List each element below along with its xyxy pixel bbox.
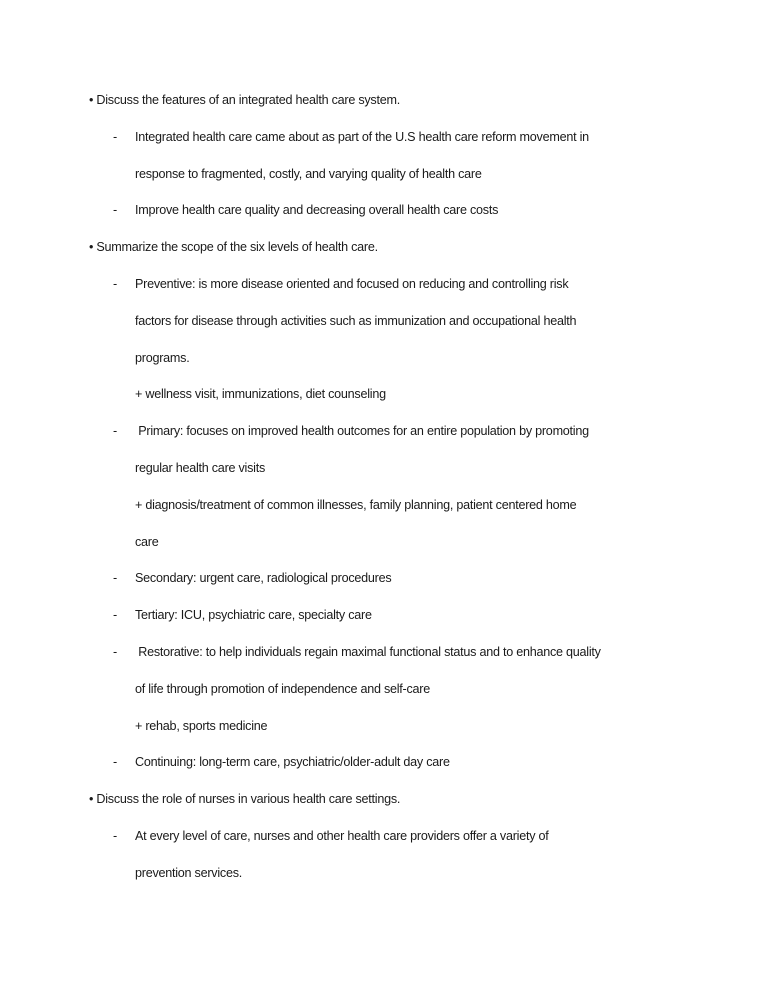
list-item-line: Primary: focuses on improved health outcomes for an entire population by promoting: [135, 424, 589, 439]
list-item-line: Integrated health care came about as part of the U.S health care reform movement in: [135, 129, 589, 144]
list-dash-marker: -: [113, 277, 118, 291]
list-item-line: programs.: [135, 350, 190, 365]
list-item-line: factors for disease through activities such as immunization and occupational health: [135, 313, 577, 328]
list-dash-marker: -: [113, 645, 118, 659]
list-item-line: + rehab, sports medicine: [135, 718, 268, 733]
list-item-line: Restorative: to help individuals regain maximal functional status and to enhance quality: [135, 645, 601, 659]
list-dash-marker: -: [113, 129, 118, 144]
list-item-line: of life through promotion of independence and self-care: [135, 681, 430, 696]
list-item-line: Improve health care quality and decreasing overall health care costs: [135, 203, 499, 218]
list-dash-marker: -: [113, 829, 118, 843]
list-item-line: regular health care visits: [135, 461, 265, 475]
list-dash-marker: -: [113, 755, 118, 770]
list-item-line: At every level of care, nurses and other health care providers offer a variety of: [135, 829, 549, 843]
list-item-line: response to fragmented, costly, and varying quality of health care: [135, 166, 482, 181]
list-item-line: Tertiary: ICU, psychiatric care, specialty care: [135, 608, 372, 623]
list-item-line: + diagnosis/treatment of common illnesses, family planning, patient centered home: [135, 497, 577, 512]
list-item-line: + wellness visit, immunizations, diet counseling: [135, 387, 386, 402]
list-dash-marker: -: [113, 203, 118, 218]
list-item-line: Secondary: urgent care, radiological procedures: [135, 571, 392, 586]
list-item-line: Preventive: is more disease oriented and focused on reducing and controlling risk: [135, 277, 569, 291]
section-heading: • Discuss the features of an integrated health care system.: [89, 93, 400, 107]
list-dash-marker: -: [113, 424, 118, 439]
list-dash-marker: -: [113, 571, 118, 586]
list-item-line: care: [135, 534, 159, 549]
list-dash-marker: -: [113, 608, 118, 623]
list-item-line: Continuing: long-term care, psychiatric/older-adult day care: [135, 755, 450, 770]
section-heading: • Discuss the role of nurses in various health care settings.: [89, 792, 401, 807]
list-item-line: prevention services.: [135, 865, 242, 880]
section-heading: • Summarize the scope of the six levels of health care.: [89, 240, 378, 255]
